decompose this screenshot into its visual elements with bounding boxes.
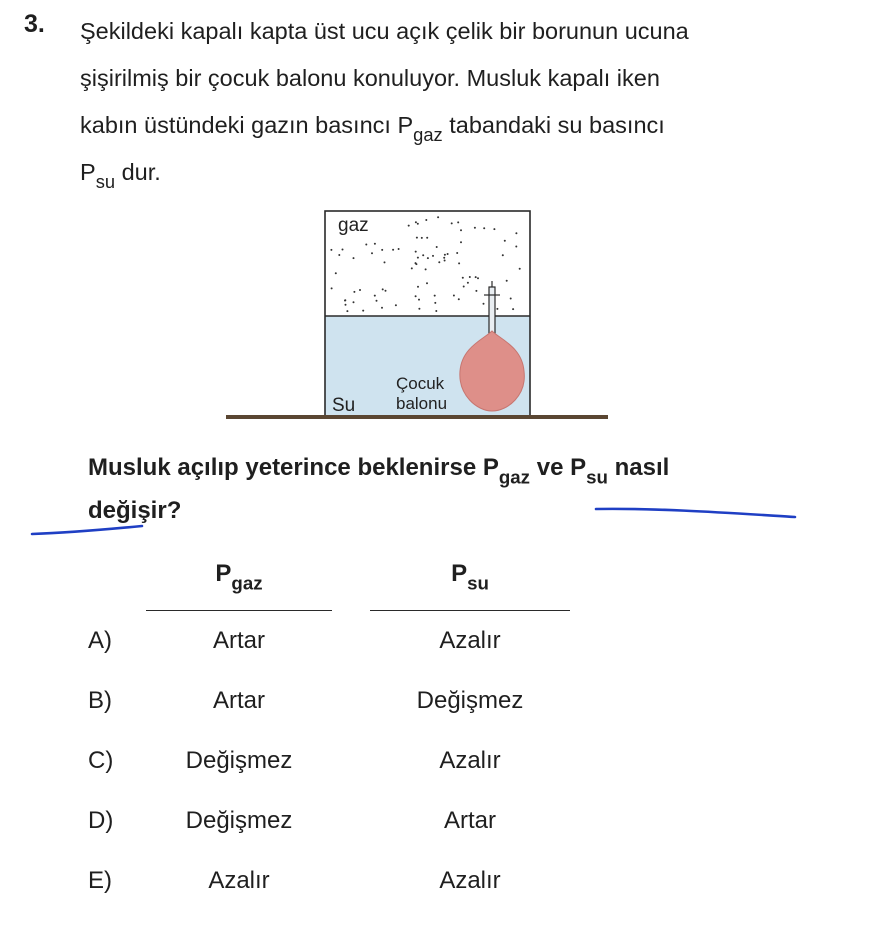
gas-particle <box>385 290 387 292</box>
header-p-su-main: P <box>451 560 468 587</box>
gas-particle <box>435 310 437 312</box>
gas-particle <box>475 290 477 292</box>
option-b-gaz: Artar <box>212 687 265 714</box>
gas-particle <box>436 246 438 248</box>
gas-particle <box>458 298 460 300</box>
header-rule-su <box>370 610 570 611</box>
gas-particle <box>421 237 423 239</box>
gas-particle <box>443 257 445 259</box>
gas-particle <box>365 244 367 246</box>
gas-particle <box>398 248 400 250</box>
gas-particle <box>395 304 397 306</box>
gas-particle <box>425 219 427 221</box>
container-figure <box>222 205 614 425</box>
option-d-su: Artar <box>443 807 496 834</box>
gas-particle <box>415 295 417 297</box>
option-e-su: Azalır <box>439 867 501 894</box>
gas-particle <box>344 300 346 302</box>
gas-particle <box>438 261 440 263</box>
p-su-subscript: su <box>95 171 116 193</box>
gas-particle <box>415 262 417 264</box>
gas-particle <box>415 221 417 223</box>
p-gaz-subscript: gaz <box>413 124 443 146</box>
gas-particle <box>475 276 477 278</box>
gas-particle <box>462 277 464 279</box>
header-p-su <box>370 560 570 594</box>
gas-particle <box>434 302 436 304</box>
gas-particle <box>374 295 376 297</box>
ground-line <box>226 415 608 419</box>
option-c-letter: C) <box>88 747 114 774</box>
question-prompt <box>88 446 828 532</box>
gas-particle <box>427 257 429 259</box>
gas-particle <box>467 282 469 284</box>
header-p-su-sub: su <box>467 572 489 594</box>
gas-particle <box>444 254 446 256</box>
gas-particle <box>451 222 453 224</box>
gas-particle <box>418 308 420 310</box>
gas-particle <box>457 221 459 223</box>
question-line-1: Şekildeki kapalı kapta üst ucu açık çelik bir borunun ucuna <box>80 18 689 44</box>
gas-particle <box>411 267 413 269</box>
question-line-3 <box>80 102 840 149</box>
gas-particle <box>374 243 376 245</box>
question-line-2: şişirilmiş bir çocuk balonu konuluyor. Musluk kapalı iken <box>80 65 660 91</box>
gas-particle <box>426 282 428 284</box>
gas-particle <box>338 254 340 256</box>
balloon-label-line1: Çocuk <box>396 374 445 393</box>
option-e-gaz: Azalır <box>208 867 270 894</box>
gas-particle <box>496 308 498 310</box>
option-a-letter: A) <box>88 627 112 654</box>
water-label: Su <box>332 395 356 416</box>
question-line-4-a: P <box>80 159 96 185</box>
option-a-gaz: Artar <box>212 627 265 654</box>
gas-particle <box>425 268 427 270</box>
prompt-line-1-c: nasıl <box>607 454 670 481</box>
gas-particle <box>477 277 479 279</box>
gas-particle <box>506 280 508 282</box>
gas-particle <box>415 251 417 253</box>
gas-particle <box>447 253 449 255</box>
gas-particle <box>453 295 455 297</box>
option-d-letter: D) <box>88 807 114 834</box>
header-rule-gaz <box>146 610 332 611</box>
question-line-4-b: dur. <box>115 159 161 185</box>
gas-particle <box>483 303 485 305</box>
header-p-gaz-sub: gaz <box>231 572 263 594</box>
gas-particle <box>504 240 506 242</box>
gas-particle <box>416 237 418 239</box>
gas-particle <box>392 249 394 251</box>
gas-particle <box>434 295 436 297</box>
gas-particle <box>376 300 378 302</box>
question-line-4 <box>80 149 840 196</box>
gas-particle <box>460 229 462 231</box>
gas-label: gaz <box>338 215 369 236</box>
gas-particle <box>463 286 465 288</box>
gas-particle <box>362 310 364 312</box>
gas-particle <box>437 216 439 218</box>
prompt-line-1-b: ve P <box>530 454 587 481</box>
gas-particle <box>330 249 332 251</box>
header-p-gaz <box>146 560 332 594</box>
header-p-gaz-main: P <box>215 560 232 587</box>
gas-particle <box>353 257 355 259</box>
gas-particle <box>345 304 347 306</box>
gas-particle <box>417 286 419 288</box>
gas-particle <box>353 301 355 303</box>
gas-particle <box>483 227 485 229</box>
gas-particle <box>381 249 383 251</box>
gas-particle <box>384 261 386 263</box>
gas-particle <box>460 241 462 243</box>
question-line-3-b: tabandaki su basıncı <box>442 112 665 138</box>
option-c-gaz: Değişmez <box>185 747 293 774</box>
gas-particle <box>346 310 348 312</box>
gas-particle <box>335 272 337 274</box>
gas-particle <box>353 291 355 293</box>
gas-particle <box>493 228 495 230</box>
gas-particle <box>342 249 344 251</box>
steel-pipe <box>489 287 495 335</box>
gas-particle <box>519 268 521 270</box>
gas-particle <box>432 255 434 257</box>
question-line-3-a: kabın üstündeki gazın basıncı P <box>80 112 414 138</box>
gas-particle <box>444 260 446 262</box>
option-c-su: Azalır <box>439 747 501 774</box>
option-e-letter: E) <box>88 867 112 894</box>
gas-particle <box>381 307 383 309</box>
gas-particle <box>515 246 517 248</box>
gas-particle <box>510 298 512 300</box>
option-b-su: Değişmez <box>416 687 524 714</box>
gas-particle <box>512 308 514 310</box>
option-a-su: Azalır <box>439 627 501 654</box>
gas-particle <box>417 257 419 259</box>
gas-particle <box>359 289 361 291</box>
prompt-su-subscript: su <box>586 466 608 488</box>
gas-particle <box>458 262 460 264</box>
balloon-label-line2: balonu <box>396 394 448 413</box>
prompt-line-1-a: Musluk açılıp yeterince beklenirse P <box>88 454 499 481</box>
gas-particle <box>474 227 476 229</box>
gas-particle <box>371 252 373 254</box>
option-d-gaz: Değişmez <box>185 807 293 834</box>
option-b-letter: B) <box>88 687 112 714</box>
gas-particle <box>331 287 333 289</box>
gas-particle <box>382 288 384 290</box>
prompt-line-2: değişir? <box>88 497 182 524</box>
gas-particle <box>417 223 419 225</box>
prompt-line-1 <box>88 446 828 489</box>
gas-particle <box>426 237 428 239</box>
gas-particle <box>469 276 471 278</box>
gas-particle <box>418 299 420 301</box>
gas-particle <box>502 254 504 256</box>
gas-particle <box>456 252 458 254</box>
gas-particle <box>515 232 517 234</box>
gas-particle <box>408 225 410 227</box>
prompt-gaz-subscript: gaz <box>498 466 531 488</box>
question-number: 3. <box>24 10 45 38</box>
question-text <box>80 8 840 196</box>
gas-particle <box>422 254 424 256</box>
